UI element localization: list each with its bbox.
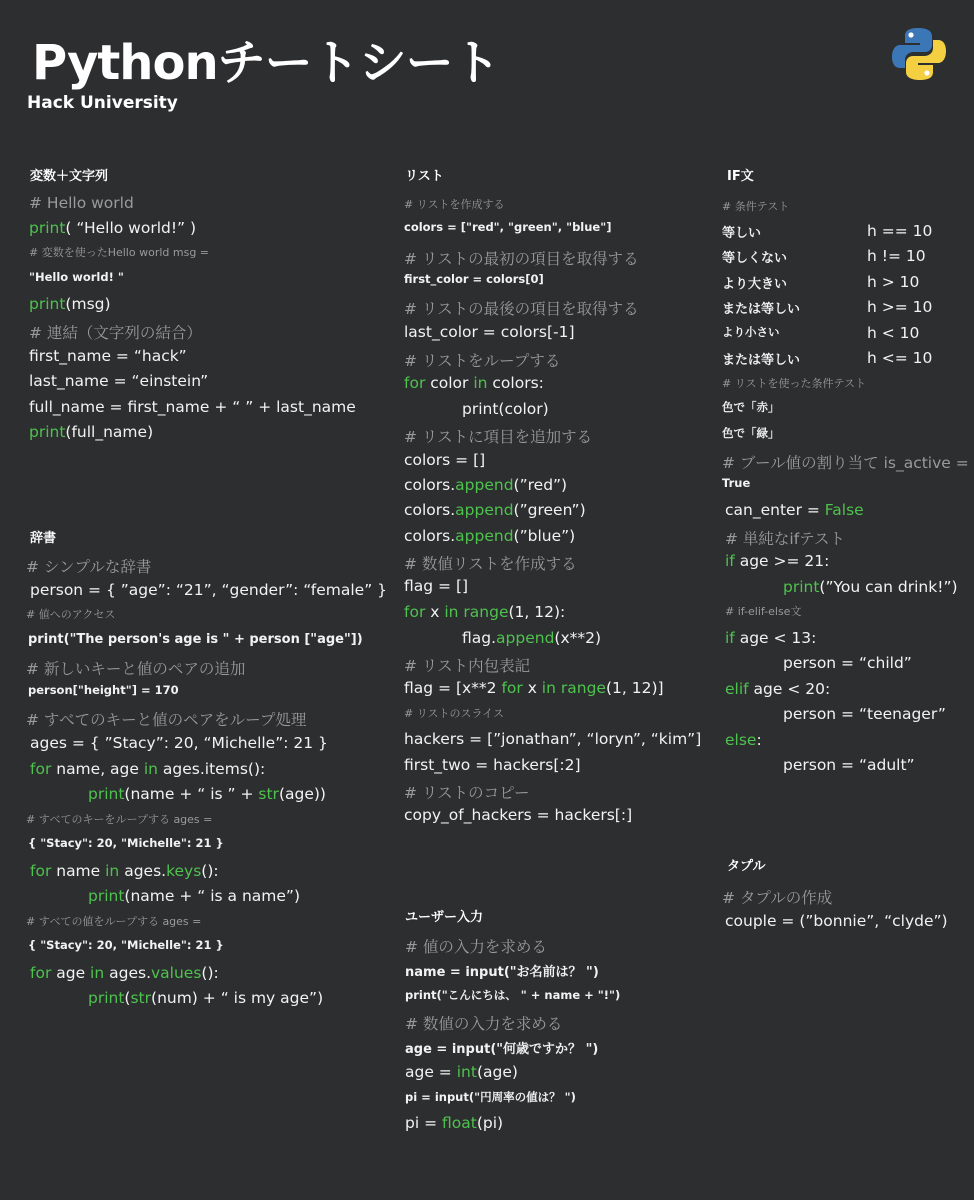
code-line: [29, 295, 111, 313]
code-keyword: range: [560, 679, 606, 697]
page-subtitle: Hack University: [27, 93, 178, 113]
code-text: last_name = “einstein”: [29, 372, 209, 390]
comparison-label: より小さい: [722, 325, 780, 339]
code-text: # リストのコピー: [404, 784, 530, 802]
code-keyword: print: [783, 578, 820, 596]
code-text: person = { ”age”: “21”, “gender”: “female” }: [30, 581, 388, 599]
comparison-label: 等しい: [722, 226, 762, 241]
code-keyword: print: [88, 887, 125, 905]
code-text: can_enter =: [725, 501, 825, 519]
code-block-list: [404, 192, 704, 842]
code-comment: [29, 194, 134, 212]
code-keyword: int: [456, 1063, 477, 1081]
code-text: # リストに項目を追加する: [404, 428, 593, 446]
code-keyword: append: [455, 501, 514, 519]
code-text: (num) + “ is my age”): [151, 989, 324, 1007]
code-comment: [404, 705, 504, 721]
code-text: # Hello world: [29, 194, 134, 212]
code-line: [404, 220, 611, 234]
code-keyword: for: [30, 862, 52, 880]
code-line: [404, 451, 485, 469]
code-comment: [725, 603, 801, 619]
code-line: [462, 400, 549, 418]
code-text: # リストの最初の項目を取得する: [404, 250, 639, 268]
code-text: # if-elif-else文: [725, 605, 802, 618]
code-text: x: [425, 603, 445, 621]
code-text: flag = [x**2: [404, 679, 502, 697]
code-line: [722, 425, 780, 441]
code-line: [783, 654, 912, 672]
code-keyword: for: [30, 964, 52, 982]
code-line: [405, 987, 620, 1003]
comparison-table: [722, 196, 962, 376]
code-keyword: range: [463, 603, 509, 621]
code-line: [783, 705, 946, 723]
code-keyword: in: [105, 862, 120, 880]
code-line: [404, 806, 632, 824]
code-text: last_color = colors[-1]: [404, 323, 575, 341]
code-keyword: for: [30, 760, 52, 778]
code-comment: [26, 913, 201, 929]
code-comment: [404, 654, 530, 676]
code-keyword: print: [29, 219, 66, 237]
comparison-code: h <= 10: [867, 349, 933, 367]
code-text: ages = { ”Stacy”: 20, “Michelle”: 21 }: [30, 734, 328, 752]
section-title-list: リスト: [405, 169, 444, 184]
code-block-dictionary: [26, 553, 386, 1023]
code-text: copy_of_hackers = hackers[:]: [404, 806, 633, 824]
code-line: [404, 756, 581, 774]
code-text: # 数値の入力を求める: [405, 1015, 563, 1033]
code-text: person = “teenager”: [783, 705, 946, 723]
code-text: (msg): [65, 295, 111, 313]
code-text: couple = (”bonnie”, “clyde”): [725, 912, 948, 930]
code-text: # リストのスライス: [404, 707, 505, 720]
code-text: print(color): [462, 400, 549, 418]
code-keyword: print: [29, 295, 66, 313]
code-text: # 連結（文字列の結合）: [29, 324, 202, 342]
code-text: age: [51, 964, 91, 982]
code-keyword: in: [90, 964, 105, 982]
code-line: [404, 501, 586, 519]
code-text: (”red”): [513, 476, 568, 494]
code-line: [404, 603, 565, 621]
code-line: [783, 756, 915, 774]
code-block-if: [722, 371, 969, 781]
code-line: [29, 398, 356, 416]
section-title-dictionary: 辞書: [30, 531, 57, 546]
code-text: colors.: [404, 501, 456, 519]
code-line: [88, 785, 326, 803]
code-comment: [404, 349, 560, 371]
code-comment: [404, 297, 639, 319]
code-line: [404, 730, 701, 748]
code-text: age = input("何歳ですか？ "): [405, 1042, 599, 1057]
code-text: :: [756, 731, 762, 749]
code-keyword: for: [501, 679, 523, 697]
code-text: flag.: [462, 629, 497, 647]
code-keyword: append: [455, 476, 514, 494]
code-line: [404, 374, 544, 392]
comparison-code: h == 10: [867, 222, 933, 240]
code-comment: [404, 425, 592, 447]
code-text: ages.: [119, 862, 167, 880]
code-comment: [725, 527, 845, 549]
code-text: # すべての値をループする ages =: [26, 915, 202, 928]
code-text: (1, 12):: [508, 603, 566, 621]
comparison-code: h < 10: [867, 324, 920, 342]
code-text: name: [51, 862, 106, 880]
code-line: [462, 629, 601, 647]
code-comment: [405, 1012, 562, 1034]
code-line: [405, 1063, 518, 1081]
code-comment: # 条件テスト: [722, 200, 790, 213]
code-line: [404, 476, 567, 494]
comparison-label: より大きい: [722, 277, 788, 292]
code-text: (”green”): [513, 501, 586, 519]
code-keyword: if: [725, 629, 735, 647]
code-comment: [404, 552, 577, 574]
code-keyword: float: [442, 1114, 477, 1132]
code-line: [404, 323, 575, 341]
code-keyword: keys: [166, 862, 202, 880]
comparison-label: 等しくない: [722, 251, 788, 266]
code-keyword: in: [444, 603, 459, 621]
comparison-label: または等しい: [722, 302, 801, 317]
code-keyword: str: [258, 785, 279, 803]
code-text: 色で「緑」: [722, 426, 780, 440]
code-text: { "Stacy": 20, "Michelle": 21 }: [28, 938, 224, 952]
code-text: (x**2): [554, 629, 602, 647]
code-text: full_name = first_name + “ ” + last_name: [29, 398, 356, 416]
code-keyword: in: [541, 679, 556, 697]
code-comment: [26, 555, 151, 577]
code-comment: [404, 247, 639, 269]
comparison-code: h > 10: [867, 273, 920, 291]
code-line: [30, 862, 219, 880]
code-text: print("The person's age is " + person ["age"]): [28, 632, 363, 647]
code-text: (”blue”): [513, 527, 576, 545]
code-text: { "Stacy": 20, "Michelle": 21 }: [28, 836, 224, 850]
code-text: age >= 21:: [734, 552, 830, 570]
code-line: [30, 734, 328, 752]
code-line: [30, 760, 265, 778]
code-text: # リストをループする: [404, 352, 561, 370]
code-text: pi = input("円周率の値は？ "): [405, 1090, 576, 1104]
code-text: (”You can drink!”): [819, 578, 958, 596]
code-text: (1, 12)]: [605, 679, 664, 697]
section-title-if: IF文: [727, 169, 754, 184]
code-line: [29, 347, 187, 365]
code-text: name, age: [51, 760, 144, 778]
code-line: [29, 270, 124, 284]
code-line: [88, 887, 300, 905]
code-line: [725, 680, 830, 698]
code-text: pi =: [405, 1114, 442, 1132]
code-text: ages.: [104, 964, 151, 982]
code-line: [404, 577, 468, 595]
code-text: # リストの最後の項目を取得する: [404, 300, 639, 318]
code-text: print("こんにちは、 " + name + "!"): [405, 988, 621, 1002]
code-line: [29, 219, 196, 237]
code-line: [405, 1038, 598, 1057]
code-text: (pi): [476, 1114, 504, 1132]
code-text: color: [425, 374, 474, 392]
code-text: # 数値リストを作成する: [404, 555, 577, 573]
code-line: [29, 372, 208, 390]
code-text: colors.: [404, 527, 456, 545]
code-text: (full_name): [65, 423, 154, 441]
code-text: colors = []: [404, 451, 486, 469]
code-comment: [722, 451, 969, 473]
code-text: hackers = [”jonathan”, “loryn”, “kim”]: [404, 730, 702, 748]
page-title: Pythonチートシート: [32, 35, 500, 91]
code-text: flag = []: [404, 577, 469, 595]
code-text: age =: [405, 1063, 457, 1081]
code-keyword: append: [455, 527, 514, 545]
code-text: # シンプルな辞書: [26, 558, 152, 576]
code-keyword: print: [29, 423, 66, 441]
code-text: ():: [201, 862, 219, 880]
code-text: # 変数を使ったHello world msg =: [29, 246, 210, 259]
code-line: [30, 581, 387, 599]
code-line: [405, 1089, 576, 1105]
code-text: ( “Hello world!” ): [65, 219, 197, 237]
code-comment: [722, 886, 832, 908]
code-line: [88, 989, 323, 1007]
section-title-tuple: タプル: [727, 859, 766, 874]
code-text: (age)): [278, 785, 326, 803]
code-text: # 新しいキーと値のペアの追加: [26, 660, 246, 678]
code-text: ():: [201, 964, 219, 982]
code-line: [783, 578, 958, 596]
section-title-user-input: ユーザー入力: [405, 910, 484, 925]
code-line: [404, 679, 664, 697]
code-keyword: append: [496, 629, 555, 647]
code-text: # リストを使った条件テスト: [722, 377, 867, 390]
code-comment: [405, 935, 547, 957]
section-title-variables: 変数＋文字列: [30, 169, 109, 184]
code-line: [29, 423, 153, 441]
comparison-label: または等しい: [722, 353, 801, 368]
code-keyword: for: [404, 374, 426, 392]
code-line: [725, 731, 762, 749]
code-text: name = input("お名前は？ "): [405, 965, 599, 980]
code-text: # すべてのキーと値のペアをループ処理: [26, 711, 307, 729]
code-text: colors = ["red", "green", "blue"]: [404, 220, 612, 234]
code-line: [30, 964, 219, 982]
code-line: [404, 527, 575, 545]
code-comment: [26, 708, 306, 730]
code-line: [28, 836, 224, 850]
code-line: [722, 476, 750, 490]
code-line: [28, 632, 363, 647]
code-text: colors.: [404, 476, 456, 494]
code-keyword: for: [404, 603, 426, 621]
code-text: person = “adult”: [783, 756, 915, 774]
code-text: age < 20:: [748, 680, 831, 698]
code-comment: [29, 321, 202, 343]
code-text: # すべてのキーをループする ages =: [26, 813, 213, 826]
code-comment: [404, 196, 505, 212]
code-keyword: if: [725, 552, 735, 570]
code-text: # 値の入力を求める: [405, 938, 547, 956]
python-logo-icon: [892, 26, 946, 82]
code-text: (: [124, 989, 131, 1007]
code-text: first_name = “hack”: [29, 347, 187, 365]
code-comment: [404, 781, 530, 803]
code-text: x: [522, 679, 542, 697]
code-text: # 値へのアクセス: [26, 608, 116, 621]
code-text: "Hello world! ": [29, 270, 124, 284]
code-text: # リストを作成する: [404, 198, 505, 211]
code-text: # タプルの作成: [722, 889, 833, 907]
code-line: [725, 629, 816, 647]
code-comment: [29, 244, 209, 260]
code-comment: [722, 375, 866, 391]
code-line: [725, 552, 829, 570]
code-line: [404, 272, 544, 286]
code-comment: [26, 811, 212, 827]
code-comment: [26, 657, 245, 679]
code-text: (age): [476, 1063, 518, 1081]
code-keyword: False: [824, 501, 864, 519]
code-line: [405, 961, 599, 980]
comparison-code: h != 10: [867, 247, 926, 265]
code-keyword: in: [143, 760, 158, 778]
code-keyword: values: [151, 964, 202, 982]
code-text: age < 13:: [734, 629, 817, 647]
comparison-code: h >= 10: [867, 298, 933, 316]
code-keyword: in: [473, 374, 488, 392]
code-text: # リスト内包表記: [404, 657, 531, 675]
code-keyword: print: [88, 989, 125, 1007]
code-text: ages.items():: [158, 760, 266, 778]
code-text: (name + “ is ” +: [124, 785, 259, 803]
code-keyword: elif: [725, 680, 749, 698]
code-text: person = “child”: [783, 654, 912, 672]
code-keyword: str: [130, 989, 152, 1007]
code-block-tuple: [722, 884, 962, 944]
code-line: [405, 1114, 503, 1132]
code-block-variables: [29, 192, 389, 452]
code-text: # ブール値の割り当て is_active =: [722, 454, 969, 472]
code-comment: [26, 606, 115, 622]
code-keyword: else: [725, 731, 757, 749]
code-text: colors:: [487, 374, 544, 392]
code-text: 色で「赤」: [722, 400, 780, 414]
code-line: [725, 912, 948, 930]
code-text: first_color = colors[0]: [404, 272, 544, 286]
code-text: # 単純なifテスト: [725, 530, 846, 548]
code-text: True: [722, 476, 751, 490]
code-keyword: print: [88, 785, 125, 803]
code-block-user-input: [405, 933, 705, 1143]
code-line: [28, 683, 179, 697]
code-line: [725, 501, 864, 519]
code-text: first_two = hackers[:2]: [404, 756, 581, 774]
code-line: [722, 399, 780, 415]
code-line: [28, 938, 224, 952]
code-text: (name + “ is a name”): [124, 887, 300, 905]
code-text: person["height"] = 170: [28, 683, 179, 697]
